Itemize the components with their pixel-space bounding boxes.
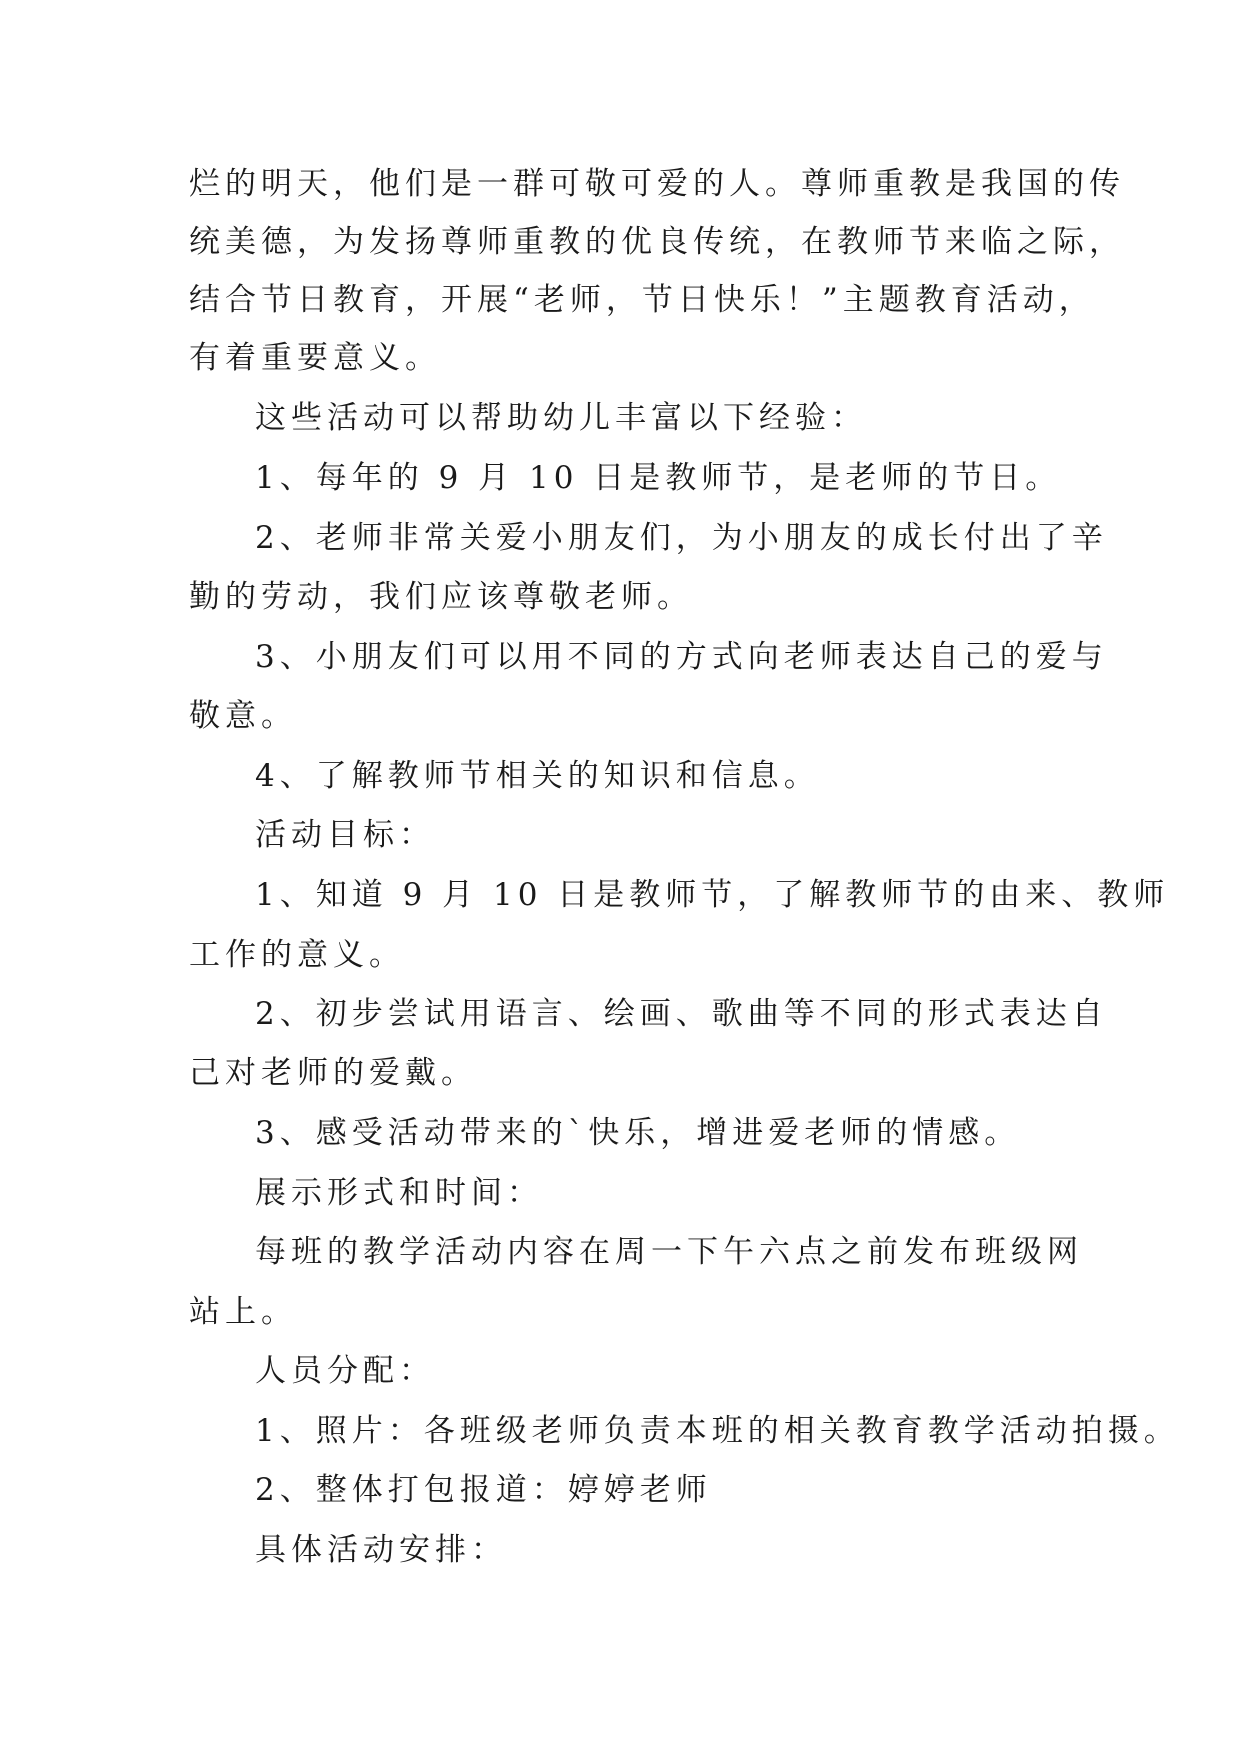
paragraph-line: 统美德，为发扬尊师重教的优良传统，在教师节来临之际， <box>189 224 1125 260</box>
paragraph-line: 站上。 <box>189 1294 297 1330</box>
list-item: 3、感受活动带来的`快乐，增进爱老师的情感。 <box>255 1115 1021 1151</box>
list-item: 2、初步尝试用语言、绘画、歌曲等不同的形式表达自 <box>255 996 1108 1032</box>
paragraph-line: 结合节日教育，开展“老师，节日快乐！”主题教育活动， <box>189 282 1095 318</box>
list-item: 3、小朋友们可以用不同的方式向老师表达自己的爱与 <box>255 639 1108 675</box>
paragraph-line: 有着重要意义。 <box>189 340 441 376</box>
paragraph-line: 己对老师的爱戴。 <box>189 1055 477 1091</box>
list-item: 1、照片：各班级老师负责本班的相关教育教学活动拍摄。 <box>255 1413 1180 1449</box>
paragraph-line: 敬意。 <box>189 698 297 734</box>
paragraph-line: 工作的意义。 <box>189 937 405 973</box>
paragraph-line: 烂的明天，他们是一群可敬可爱的人。尊师重教是我国的传 <box>189 166 1125 202</box>
section-heading: 具体活动安排： <box>255 1532 507 1568</box>
list-item: 2、整体打包报道：婷婷老师 <box>255 1472 712 1508</box>
paragraph-line: 这些活动可以帮助幼儿丰富以下经验： <box>255 400 867 436</box>
section-heading: 活动目标： <box>255 817 435 853</box>
list-item: 1、知道 9 月 10 日是教师节，了解教师节的由来、教师 <box>255 877 1170 913</box>
list-item: 2、老师非常关爱小朋友们，为小朋友的成长付出了辛 <box>255 520 1108 556</box>
list-item: 1、每年的 9 月 10 日是教师节，是老师的节日。 <box>255 460 1062 496</box>
paragraph-line: 勤的劳动，我们应该尊敬老师。 <box>189 579 693 615</box>
paragraph-line: 每班的教学活动内容在周一下午六点之前发布班级网 <box>255 1234 1083 1270</box>
section-heading: 人员分配： <box>255 1353 435 1389</box>
list-item: 4、了解教师节相关的知识和信息。 <box>255 758 820 794</box>
section-heading: 展示形式和时间： <box>255 1175 543 1211</box>
